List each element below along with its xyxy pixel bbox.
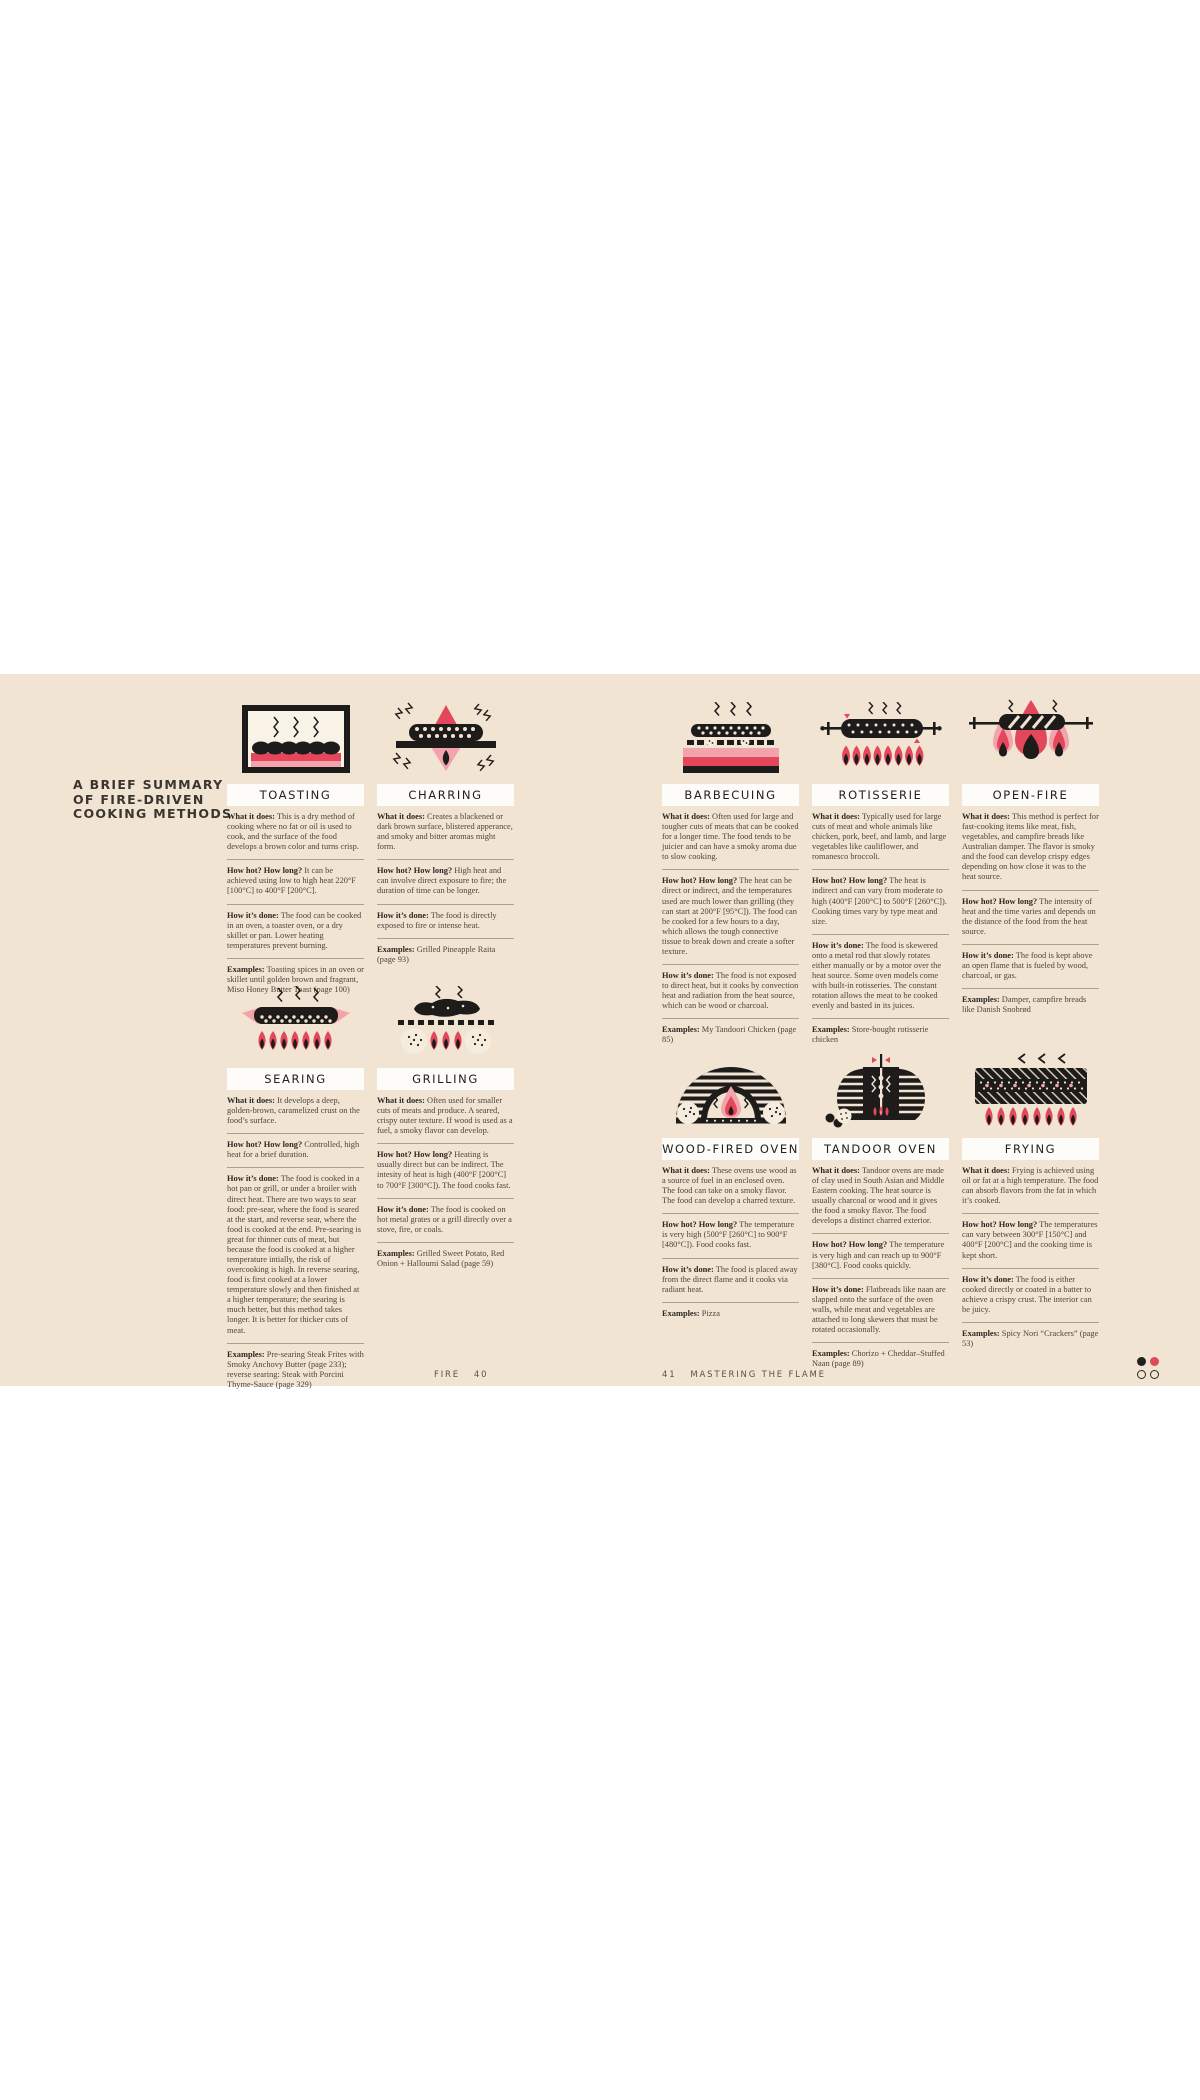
section-text: [377, 1096, 514, 1136]
examples-section: [377, 1242, 514, 1276]
method-column-charring: [377, 698, 514, 972]
page-title-line: A BRIEF SUMMARY: [73, 777, 224, 792]
how-hot-section: [962, 1213, 1099, 1267]
section-body: Controlled, high heat for a brief duration.: [227, 1140, 360, 1160]
method-title: TOASTING: [227, 784, 364, 806]
section-label: How hot? How long?: [812, 876, 888, 886]
section-text: [377, 866, 514, 896]
section-body: Heating is usually direct but can be indirect. The intesity of heat is high (400°F [200°C] to 700°F [300°C]). The food cooks fast.: [377, 1150, 511, 1190]
method-title: CHARRING: [377, 784, 514, 806]
how-done-section: [662, 1258, 799, 1302]
section-body: Store-bought rotisserie chicken: [812, 1025, 929, 1045]
method-title: SEARING: [227, 1068, 364, 1090]
section-label: How hot? How long?: [812, 1240, 888, 1250]
section-body: It can be achieved using low to high heat 220°F [100°C] to 400°F [200°C].: [227, 866, 356, 896]
footer-right: [662, 1370, 826, 1380]
section-text: [377, 1249, 514, 1269]
what-it-does-section: [662, 806, 799, 869]
section-body: The heat is indirect and can vary from moderate to high (400°F [200°C] to 500°F [260°C]). Cooking times vary by type meat and size.: [812, 876, 947, 926]
section-label: Examples:: [962, 1328, 1000, 1338]
how-done-section: [662, 964, 799, 1018]
section-body: Pizza: [701, 1308, 720, 1318]
section-label: How hot? How long?: [962, 896, 1038, 906]
what-it-does-section: [812, 806, 949, 869]
section-text: [662, 876, 799, 957]
section-label: How it’s done:: [812, 940, 864, 950]
section-label: How it’s done:: [377, 1204, 429, 1214]
section-body: The temperatures can vary between 300°F [150°C] and 400°F [200°C] and the cooking time is kept short.: [962, 1220, 1098, 1260]
method-column-searing: [227, 982, 364, 1397]
section-body: The heat can be direct or indirect, and the temperatures used are much lower than grilling (they can start at 200°F [95°C]). The food can be cooked for a few hours to a day, which allows the tough connective tissue to break down and create a softer texture.: [662, 876, 797, 956]
tandoor-oven-icon: [812, 1052, 949, 1128]
toaster-oven-icon: [227, 698, 364, 774]
section-text: [962, 812, 1099, 883]
how-done-section: [377, 904, 514, 938]
how-hot-section: [812, 1233, 949, 1277]
examples-section: [377, 938, 514, 972]
section-label: Examples:: [227, 1349, 265, 1359]
page-title-line: COOKING METHODS: [73, 806, 233, 821]
section-text: [662, 1309, 799, 1319]
section-body: Often used for smaller cuts of meats and produce. A seared, crispy outer texture. If wood is used as a fuel, a smoky flavor can develop.: [377, 1096, 513, 1136]
section-body: Creates a blackened or dark brown surface, blistered apperance, and smoky and bitter aromas might form.: [377, 812, 513, 852]
section-label: How it’s done:: [662, 1264, 714, 1274]
section-body: The temperature is very high (500°F [260°C] to 900°F [480°C]). Food cooks fast.: [662, 1220, 795, 1250]
method-column-barbecuing: [662, 698, 799, 1052]
section-label: How it’s done:: [227, 910, 279, 920]
method-title: ROTISSERIE: [812, 784, 949, 806]
section-text: [812, 1349, 949, 1369]
method-column-rotisserie: [812, 698, 949, 1052]
progress-dot-red: [1150, 1357, 1159, 1366]
section-text: [227, 1350, 364, 1390]
method-column-open-fire: [962, 698, 1099, 1022]
examples-section: [812, 1342, 949, 1376]
section-body: This method is perfect for fast-cooking items like meat, fish, vegetables, and campfire breads like Australian damper. The flavor is smoky and the food can develop crispy edges depending on how close it was to the heat source.: [962, 812, 1099, 882]
section-body: The intensity of heat and the time varies and depends on the distance of the food from the heat source.: [962, 896, 1096, 936]
method-column-grilling: [377, 982, 514, 1276]
section-body: The food is skewered onto a metal rod that slowly rotates either manually or by a motor over the heat source. Some oven models come with built-in rotisseries. The constant rotation allows the meat to be cooked evenly and basted in its juices.: [812, 940, 942, 1011]
section-label: What it does:: [962, 1166, 1010, 1175]
section-label: How it’s done:: [227, 1174, 279, 1184]
section-label: Examples:: [377, 944, 415, 954]
how-done-section: [812, 1278, 949, 1342]
section-text: [962, 1166, 1099, 1206]
section-body: Spicy Nori “Crackers” (page 53): [962, 1328, 1099, 1349]
spread-background: [0, 674, 1200, 1389]
section-label: What it does:: [812, 812, 860, 821]
section-label: How it’s done:: [662, 971, 714, 981]
method-column-wood-fired-oven: [662, 1052, 799, 1326]
progress-dot-open: [1137, 1370, 1146, 1379]
section-label: What it does:: [227, 1096, 275, 1105]
section-body: Tandoor ovens are made of clay used in South Asian and Middle Eastern cooking. The heat source is usually charcoal or wood and it gives the food a smoky flavor. The food develops a distinct charred exterior.: [812, 1166, 945, 1226]
section-text: [227, 1174, 364, 1335]
what-it-does-section: [377, 806, 514, 859]
section-text: [962, 1329, 1099, 1349]
section-body: These ovens use wood as a source of fuel in an enclosed oven. The food can take on a smoky flavor. The food can develop a charred texture.: [662, 1166, 797, 1206]
section-text: [662, 1166, 799, 1206]
section-body: Pre-searing Steak Frites with Smoky Anchovy Butter (page 233); reverse searing: Steak with Porcini Thyme-Sauce (page 329): [227, 1349, 364, 1389]
section-label: What it does:: [962, 812, 1010, 821]
section-body: Typically used for large cuts of meat and whole animals like chicken, pork, beef, and lamb, and large vegetables like cauliflower, and romanesco broccoli.: [812, 812, 947, 862]
section-label: Examples:: [812, 1349, 850, 1359]
section-text: [962, 951, 1099, 981]
method-title: OPEN-FIRE: [962, 784, 1099, 806]
section-body: Grilled Pineapple Raita (page 93): [377, 944, 496, 964]
examples-section: [662, 1018, 799, 1052]
page-number: 40: [473, 1370, 489, 1380]
how-hot-section: [962, 890, 1099, 944]
how-hot-section: [662, 1213, 799, 1257]
chapter-name: FIRE: [434, 1370, 460, 1380]
how-done-section: [812, 934, 949, 1019]
section-label: How hot? How long?: [662, 876, 738, 886]
page-title-line: OF FIRE-DRIVEN: [73, 791, 205, 807]
section-label: How it’s done:: [812, 1284, 864, 1294]
section-text: [377, 1150, 514, 1190]
section-label: Examples:: [377, 1248, 415, 1258]
section-text: [812, 941, 949, 1012]
how-hot-section: [227, 1133, 364, 1167]
examples-section: [962, 1322, 1099, 1356]
section-label: Examples:: [812, 1025, 850, 1035]
section-label: What it does:: [662, 812, 710, 821]
how-hot-section: [812, 869, 949, 933]
section-text: [377, 911, 514, 931]
section-body: Toasting spices in an oven or skillet until golden brown and fragrant, Miso Honey Butter Toast (page 100): [227, 964, 364, 995]
chapter-name: MASTERING THE FLAME: [690, 1370, 826, 1380]
section-body: Frying is achieved using oil or fat at a high temperature. The food can absorb flavors from the fat in which it’s cooked.: [962, 1166, 1099, 1206]
how-hot-section: [377, 859, 514, 903]
section-text: [812, 876, 949, 926]
section-text: [227, 1140, 364, 1160]
section-label: How hot? How long?: [227, 1140, 303, 1150]
examples-section: [227, 1343, 364, 1397]
open-fire-icon: [962, 698, 1099, 774]
section-text: [812, 812, 949, 862]
how-done-section: [962, 944, 1099, 988]
section-label: What it does:: [227, 812, 275, 821]
wood-fired-oven-icon: [662, 1052, 799, 1128]
section-text: [962, 1220, 1099, 1260]
section-text: [662, 1025, 799, 1045]
footer-left: [434, 1370, 488, 1380]
how-done-section: [227, 904, 364, 958]
section-body: The food is kept above an open flame that is fueled by wood, charcoal, or gas.: [962, 950, 1093, 981]
section-body: It develops a deep, golden-brown, caramelized crust on the food’s surface.: [227, 1096, 360, 1126]
section-text: [812, 1025, 949, 1045]
section-body: The food can be cooked in an oven, a toaster oven, or a dry skillet or pan. Lower heating temperatures prevent burning.: [227, 910, 362, 950]
barbecue-smoker-icon: [662, 698, 799, 774]
section-label: Examples:: [662, 1025, 700, 1035]
method-title: WOOD-FIRED OVEN: [662, 1138, 799, 1160]
section-label: What it does:: [662, 1166, 710, 1175]
section-text: [377, 945, 514, 965]
examples-section: [662, 1302, 799, 1326]
method-title: BARBECUING: [662, 784, 799, 806]
section-body: Flatbreads like naan are slapped onto the surface of the oven walls, while meat and vegetables are attached to long skewers that must be rotated occasionally.: [812, 1284, 946, 1335]
section-text: [662, 812, 799, 862]
examples-section: [812, 1018, 949, 1052]
method-title: GRILLING: [377, 1068, 514, 1090]
section-text: [662, 1265, 799, 1295]
section-label: How hot? How long?: [227, 866, 303, 876]
what-it-does-section: [227, 806, 364, 859]
section-text: [377, 1205, 514, 1235]
section-text: [377, 812, 514, 852]
what-it-does-section: [377, 1090, 514, 1143]
how-done-section: [962, 1268, 1099, 1322]
section-label: How it’s done:: [377, 910, 429, 920]
how-hot-section: [377, 1143, 514, 1197]
what-it-does-section: [962, 806, 1099, 890]
section-label: What it does:: [812, 1166, 860, 1175]
method-title: FRYING: [962, 1138, 1099, 1160]
examples-section: [962, 988, 1099, 1022]
rotisserie-spit-icon: [812, 698, 949, 774]
how-done-section: [377, 1198, 514, 1242]
section-label: What it does:: [377, 812, 425, 821]
section-text: [662, 1220, 799, 1250]
section-body: The food is directly exposed to fire or intense heat.: [377, 910, 497, 930]
section-progress-dots: [1137, 1357, 1159, 1379]
section-text: [227, 866, 364, 896]
section-text: [227, 911, 364, 951]
how-hot-section: [227, 859, 364, 903]
section-body: Chorizo + Cheddar–Stuffed Naan (page 89): [812, 1349, 945, 1369]
section-body: Grilled Sweet Potato, Red Onion + Halloumi Salad (page 59): [377, 1248, 505, 1268]
section-label: How hot? How long?: [377, 866, 453, 876]
section-body: The temperature is very high and can reach up to 900°F [380°C]. Food cooks quickly.: [812, 1240, 945, 1270]
progress-dot-open: [1150, 1370, 1159, 1379]
section-text: [662, 971, 799, 1011]
method-title: TANDOOR OVEN: [812, 1138, 949, 1160]
section-label: What it does:: [377, 1096, 425, 1105]
section-body: My Tandoori Chicken (page 85): [662, 1025, 797, 1045]
section-text: [227, 812, 364, 852]
grill-icon: [377, 982, 514, 1058]
method-column-tandoor-oven: [812, 1052, 949, 1376]
section-body: The food is either cooked directly or coated in a batter to achieve a crispy crust. The interior can be juicy.: [962, 1274, 1092, 1314]
section-label: How hot? How long?: [662, 1220, 738, 1230]
section-body: The food is cooked on hot metal grates or a grill directly over a stove, fire, or coals.: [377, 1204, 512, 1234]
what-it-does-section: [812, 1160, 949, 1233]
section-label: How hot? How long?: [377, 1150, 453, 1160]
section-body: This is a dry method of cooking where no fat or oil is used to cook, and the surface of the food develops a brown color and turns crisp.: [227, 812, 359, 852]
section-text: [812, 1285, 949, 1335]
section-text: [812, 1166, 949, 1226]
progress-dot-filled: [1137, 1357, 1146, 1366]
searing-pan-icon: [227, 982, 364, 1058]
section-body: The food is cooked in a hot pan or grill, or under a broiler with direct heat. There are two ways to sear food: pre-sear, where the food is seared at the start, and reverse sear, where the food is cooked at the end. Pre-searing is great for thinner cuts of meat, but because the food is cooked at a higher temperature intially, the risk of overcooking is high. In reverse searing, food is first cooked at a lower temperature slowly and then finished at a higher temperature; the searing is much better, but this method takes longer. It is better for thicker cuts of meat.: [227, 1174, 361, 1335]
method-column-frying: [962, 1052, 1099, 1356]
what-it-does-section: [962, 1160, 1099, 1213]
section-body: Damper, campfire breads like Danish Snobrød: [962, 995, 1087, 1015]
section-label: Examples:: [227, 964, 265, 974]
section-body: The food is not exposed to direct heat, but it cooks by convection heat and radiation from the heat source, which can be wood or charcoal.: [662, 971, 799, 1011]
section-body: High heat and can involve direct exposure to fire; the duration of time can be longer.: [377, 866, 507, 896]
section-text: [227, 1096, 364, 1126]
frying-pan-icon: [962, 1052, 1099, 1128]
section-text: [962, 1275, 1099, 1315]
section-text: [962, 995, 1099, 1015]
section-text: [962, 897, 1099, 937]
section-label: How hot? How long?: [962, 1220, 1038, 1230]
method-column-toasting: [227, 698, 364, 1002]
section-label: How it’s done:: [962, 1274, 1014, 1284]
section-body: The food is placed away from the direct flame and it cooks via radiant heat.: [662, 1264, 798, 1294]
what-it-does-section: [227, 1090, 364, 1133]
how-hot-section: [662, 869, 799, 964]
section-text: [812, 1240, 949, 1270]
charring-flame-icon: [377, 698, 514, 774]
section-body: Often used for large and tougher cuts of meats that can be cooked for a longer time. The food tends to be juicier and can have a smoky aroma due to slow cooking.: [662, 812, 799, 862]
what-it-does-section: [662, 1160, 799, 1213]
section-label: Examples:: [962, 995, 1000, 1005]
how-done-section: [227, 1167, 364, 1342]
section-label: How it’s done:: [962, 950, 1014, 960]
page-number: 41: [662, 1370, 677, 1380]
section-label: Examples:: [662, 1308, 700, 1318]
